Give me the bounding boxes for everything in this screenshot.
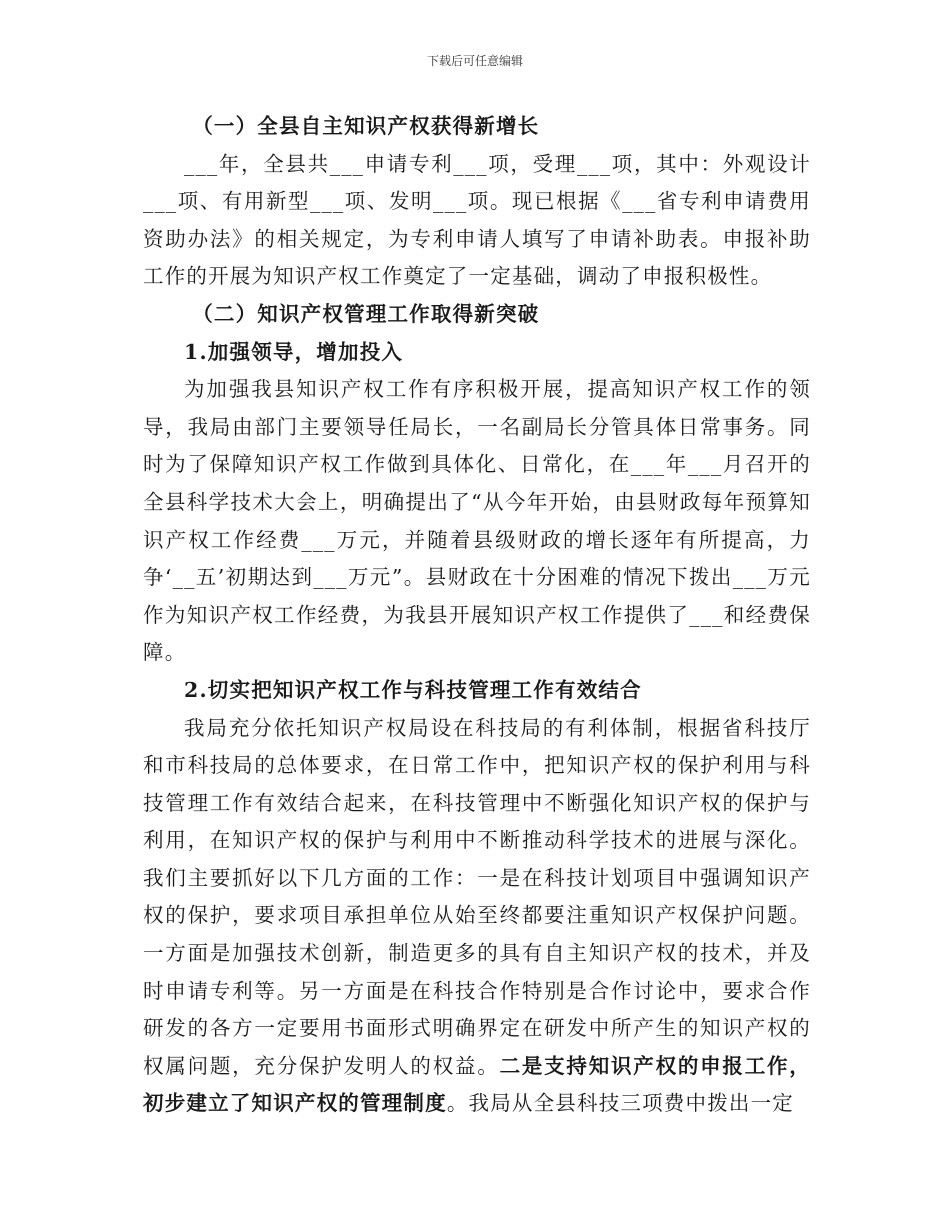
bold-emphasis-text: 二是支持知识产权的申报工作，初步建立了知识产权的管理制度 <box>143 1053 811 1116</box>
paragraph-text-continued: 。我局从全县科技三项费中拨出一定 <box>446 1091 795 1116</box>
document-body <box>143 108 811 1123</box>
section-heading-1: （一）全县自主知识产权获得新增长 <box>192 114 540 138</box>
section-1-paragraph: ___年，全县共___申请专利___项，受理___项，其中：外观设计___项、有用新型___项、发明___项。现已根据《___省专利申请费用资助办法》的相关规定，为专利申请人填写了申请补助表。申报补助工作的开展为知识产权工作奠定了一定基础，调动了申报积极性。 <box>143 151 811 289</box>
subheading-1: 1.加强领导，增加投入 <box>184 339 404 364</box>
paragraph-text: 我局充分依托知识产权局设在科技局的有利体制，根据省科技厅和市科技局的总体要求，在日常工作中，把知识产权的保护利用与科技管理工作有效结合起来，在科技管理中不断强化知识产权的保护与利用，在知识产权的保护与利用中不断推动科学技术的进展与深化。我们主要抓好以下几方面的工作：一是在科技计划项目中强调知识产权的保护，要求项目承担单位从始至终都要注重知识产权保护问题。一方面是加强技术创新，制造更多的具有自主知识产权的技术，并及时申请专利等。另一方面是在科技合作特别是合作讨论中，要求合作研发的各方一定要用书面形式明确界定在研发中所产生的知识产权的权属问题，充分保护发明人的权益。 <box>143 715 811 1078</box>
subsection-1-paragraph: 为加强我县知识产权工作有序积极开展，提高知识产权工作的领导，我局由部门主要领导任局长，一名副局长分管具体日常事务。同时为了保障知识产权工作做到具体化、日常化，在___年___月召开的全县科学技术大会上，明确提出了“从今年开始，由县财政每年预算知识产权工作经费___万元，并随着县级财政的增长逐年有所提高，力争‘__五’初期达到___万元”。县财政在十分困难的情况下拨出___万元作为知识产权工作经费，为我县开展知识产权工作提供了___和经费保障。 <box>143 377 811 665</box>
section-heading-2: （二）知识产权管理工作取得新突破 <box>192 301 540 326</box>
page-header: 下载后可任意编辑 <box>426 54 523 68</box>
subheading-2: 2.切实把知识产权工作与科技管理工作有效结合 <box>184 677 642 702</box>
subsection-2-paragraph <box>143 710 811 1124</box>
